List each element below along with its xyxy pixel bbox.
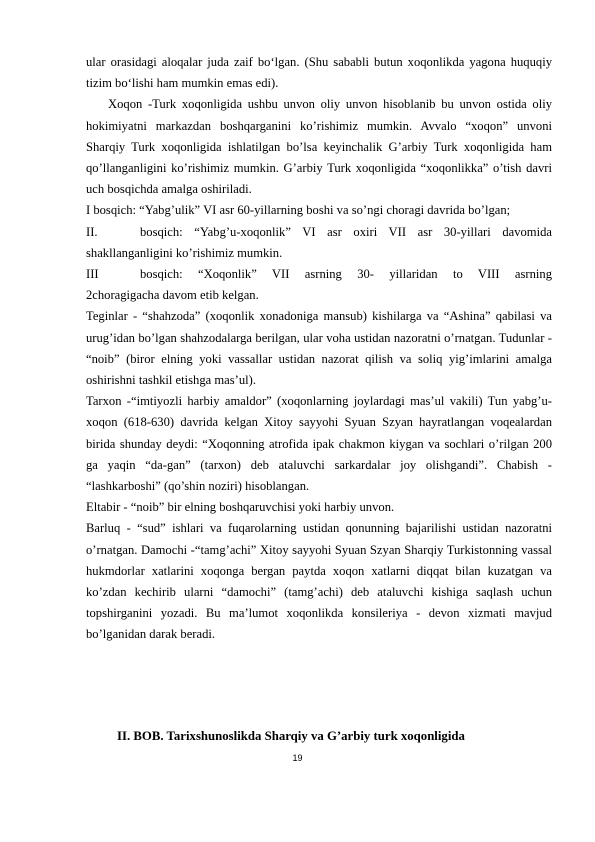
stage-2-row: [86, 222, 552, 243]
page-number: 19: [292, 753, 303, 763]
stage-3-row: [86, 264, 552, 285]
stage-2-continuation: shakllanganligini ko’rishimiz mumkin.: [86, 245, 283, 260]
section-heading: II. BOB. Tarixshunoslikda Sharqiy va G’arbiy turk xoqonligida: [117, 729, 465, 743]
paragraph-eltabir: Eltabir - “noib” bir elning boshqaruvchisi yoki harbiy unvon.: [86, 500, 395, 515]
paragraph-continuation: ular orasidagi aloqalar juda zaif bo‘lgan. (Shu sababli butun xoqonlikda yagona huquqiy tizim bo‘lishi ham mumkin emas edi).: [86, 55, 552, 91]
stage-2-text: bosqich: “Yabg’u-xoqonlik” VI asr oxiri VII asr 30-yillari davomida: [140, 224, 552, 239]
paragraph-tarxon: Tarxon -“imtiyozli harbiy amaldor” (xoqonlarning joylardagi mas’ul vakili) Tun yabg’u-xoqon (618-630) davrida kelgan Xitoy sayyohi Syuan Szyan hayratlangan voqealardan birida shunday deydi: “Xoqonning atrofida ipak chakmon kiygan va sochlari o’rilgan 200 ga yaqin “da-gan” (tarxon) deb ataluvchi sarkardalar joy olishgandi”. Chabish - “lashkarboshi” (qo’shin noziri) hisoblangan.: [86, 394, 552, 494]
stage-3-number: III: [86, 267, 99, 282]
stage-2-number: II.: [86, 224, 98, 239]
paragraph-teginlar: Teginlar - “shahzoda” (xoqonlik xonadoniga mansub) kishilarga va “Ashina” qabilasi va urug’idan bo’lgan shahzodalarga berilgan, ular voha ustidan nazoratni o’rnatgan. Tudunlar - “noib” (biror elning yoki vassallar ustidan nazorat qilish va soliq yig’imlarini amalga oshirishni tashkil etishga mas’ul).: [86, 309, 552, 388]
paragraph-stage-1: I bosqich: “Yabg’ulik” VI asr 60-yillarning boshi va so’ngi choragi davrida bo’lgan;: [86, 203, 511, 218]
paragraph-barluq: Barluq - “sud” ishlari va fuqarolarning ustidan qonunning bajarilishi ustidan nazoratni o’rnatgan. Damochi -“tamg’achi” Xitoy sayyohi Syuan Szyan Sharqiy Turkistonning vassal hukmdorlar xatlarini xoqonga bergan paytda xoqon xatlarni diqqat bilan kuzatgan va ko’zdan kechirib ularni “damochi” (tamg’achi) deb ataluvchi kishiga saqlash uchun topshirganini yozadi. Bu ma’lumot xoqonlikda konsileriya - devon xizmati mavjud bo’lganidan darak beradi.: [86, 521, 552, 642]
document-body: [86, 52, 552, 646]
paragraph-xoqon: Xoqon -Turk xoqonligida ushbu unvon oliy unvon hisoblanib bu unvon ostida oliy hokimiyatni markazdan boshqarganini ko’rishimiz mumkin. Avvalo “xoqon” unvoni Sharqiy Turk xoqonligida ishlatilgan bo’lsa keyinchalik G’arbiy Turk xoqonligida ham qo’llanganligini ko’rishimiz mumkin. G’arbiy Turk xoqonligida “xoqonlikka” o’tish davri uch bosqichda amalga oshiriladi.: [86, 97, 552, 197]
stage-3-text: bosqich: “Xoqonlik” VII asrning 30- yillaridan to VIII asrning: [140, 267, 552, 282]
stage-3-continuation: 2choragigacha davom etib kelgan.: [86, 288, 259, 303]
